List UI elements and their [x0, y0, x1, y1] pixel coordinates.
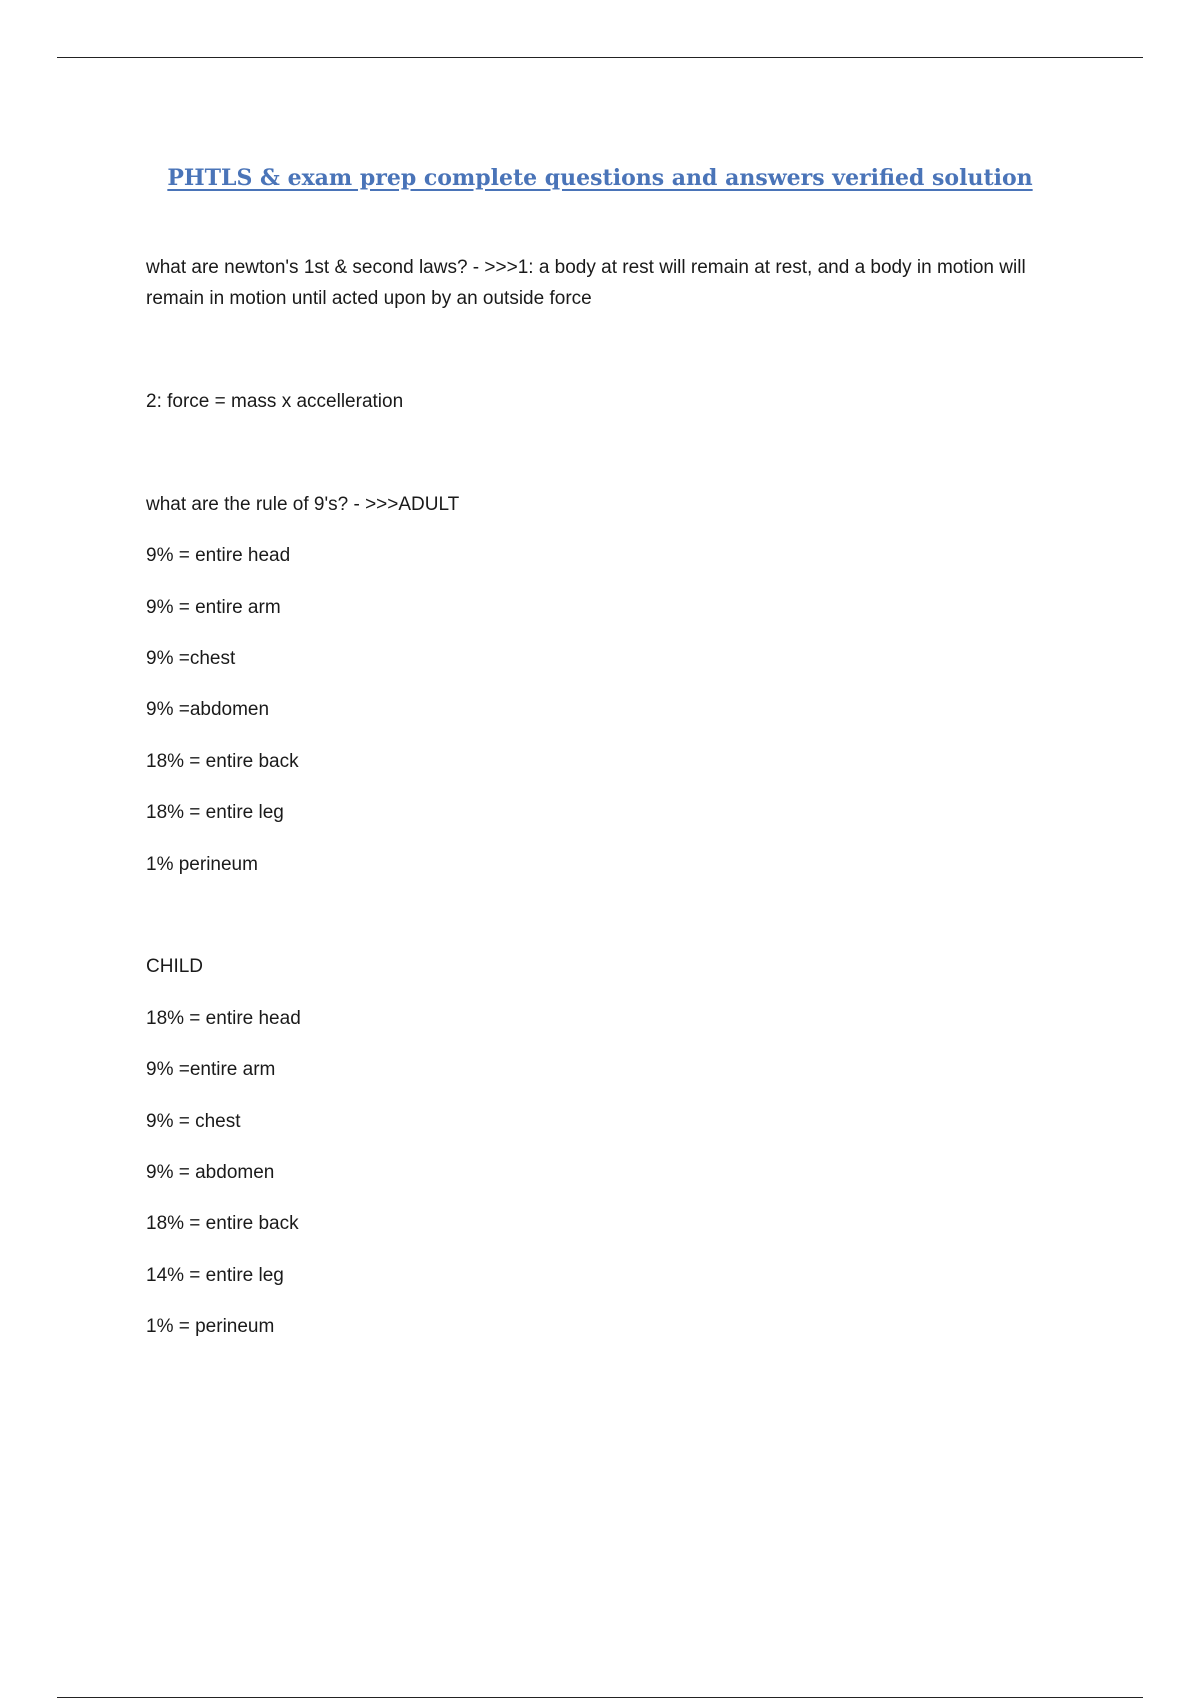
answer-newton-second-law: 2: force = mass x accelleration	[146, 391, 404, 412]
question-rule-of-nines: what are the rule of 9's? - >>>ADULT	[146, 494, 460, 515]
adult-item: 1% perineum	[146, 854, 258, 875]
child-item: 1% = perineum	[146, 1316, 275, 1337]
child-item: 18% = entire head	[146, 1008, 301, 1029]
adult-item: 18% = entire back	[146, 751, 299, 772]
adult-item: 9% = entire arm	[146, 597, 281, 618]
child-heading: CHILD	[146, 956, 204, 977]
document-title: PHTLS & exam prep complete questions and answers verified solution	[167, 165, 1033, 191]
child-item: 9% = chest	[146, 1111, 241, 1132]
child-item: 9% = abdomen	[146, 1162, 275, 1183]
adult-item: 18% = entire leg	[146, 802, 284, 823]
adult-item: 9% = entire head	[146, 545, 291, 566]
bottom-divider	[57, 1697, 1143, 1698]
adult-item: 9% =chest	[146, 648, 236, 669]
child-item: 18% = entire back	[146, 1213, 299, 1234]
child-item: 14% = entire leg	[146, 1265, 284, 1286]
child-item: 9% =entire arm	[146, 1059, 276, 1080]
adult-item: 9% =abdomen	[146, 699, 270, 720]
top-divider	[57, 57, 1143, 58]
question-newton-laws: what are newton's 1st & second laws? - >>>1: a body at rest will remain at rest, and a body in motion will remain in motion until acted upon by an outside force	[146, 257, 1026, 309]
